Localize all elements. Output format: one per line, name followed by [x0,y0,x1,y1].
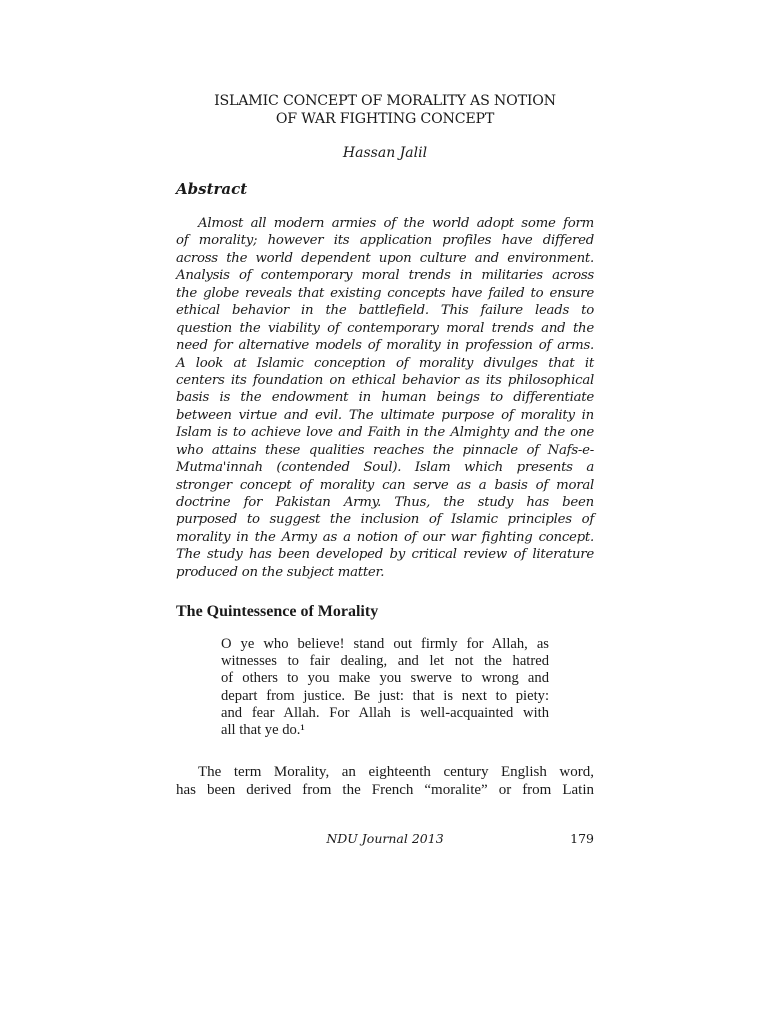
abstract-line: basis is the endowment in human beings to differentiate [176,390,594,406]
quote-line: depart from justice. Be just: that is next to piety: [221,687,549,704]
article-title-line-2: OF WAR FIGHTING CONCEPT [275,111,495,127]
abstract-line: of morality; however its application profiles have differed [176,233,594,249]
abstract-line: between virtue and evil. The ultimate purpose of morality in [176,407,594,423]
section-heading: The Quintessence of Morality [176,603,379,620]
quote-line: of others to you make you swerve to wrong and [221,670,549,687]
quote-line: and fear Allah. For Allah is well-acquainted with [221,704,549,721]
article-title [176,92,594,128]
abstract-line: The study has been developed by critical review of literature [176,547,594,563]
abstract-line: question the viability of contemporary moral trends and the [176,320,594,336]
journal-footer: NDU Journal 2013 [326,831,444,846]
abstract-line: Mutma'innah (contended Soul). Islam which presents a [176,460,594,476]
abstract-line: doctrine for Pakistan Army. Thus, the study has been [176,495,594,510]
abstract-line: the globe reveals that existing concepts have failed to ensure [176,285,594,301]
author-name: Hassan Jalil [342,145,428,161]
quote-line: witnesses to fair dealing, and let not the hatred [221,653,549,670]
body-paragraph [176,763,594,799]
abstract-line: produced on the subject matter. [176,564,385,580]
abstract-line: purposed to suggest the inclusion of Islamic principles of [176,512,594,528]
abstract-heading: Abstract [176,180,248,198]
body-line: The term Morality, an eighteenth century English word, [198,764,594,780]
abstract-line: Analysis of contemporary moral trends in militaries across [176,268,594,284]
abstract-line: ethical behavior in the battlefield. This failure leads to [176,303,594,319]
abstract-line: stronger concept of morality can serve as a basis of moral [176,477,594,493]
article-title-line-1: ISLAMIC CONCEPT OF MORALITY AS NOTION [214,93,556,109]
block-quote [221,636,549,739]
abstract-line: A look at Islamic conception of morality divulges that it [176,355,594,371]
abstract-line: centers its foundation on ethical behavior as its philosophical [176,372,594,388]
abstract-line: across the world dependent upon culture and environment. [176,250,594,266]
abstract-line: morality in the Army as a notion of our war fighting concept. [176,529,594,545]
abstract-line: who attains these qualities reaches the pinnacle of Nafs-e- [176,442,594,458]
abstract-paragraph [176,215,594,581]
quote-line: O ye who believe! stand out firmly for Allah, as [221,636,549,652]
abstract-line: need for alternative models of morality in profession of arms. [176,338,594,354]
page-number: 179 [570,831,594,846]
quote-line: all that ye do.¹ [221,721,305,738]
abstract-line: Islam is to achieve love and Faith in the Almighty and the one [176,425,594,441]
abstract-line: Almost all modern armies of the world adopt some form [198,216,594,231]
body-line: has been derived from the French “moralite” or from Latin [176,782,594,798]
